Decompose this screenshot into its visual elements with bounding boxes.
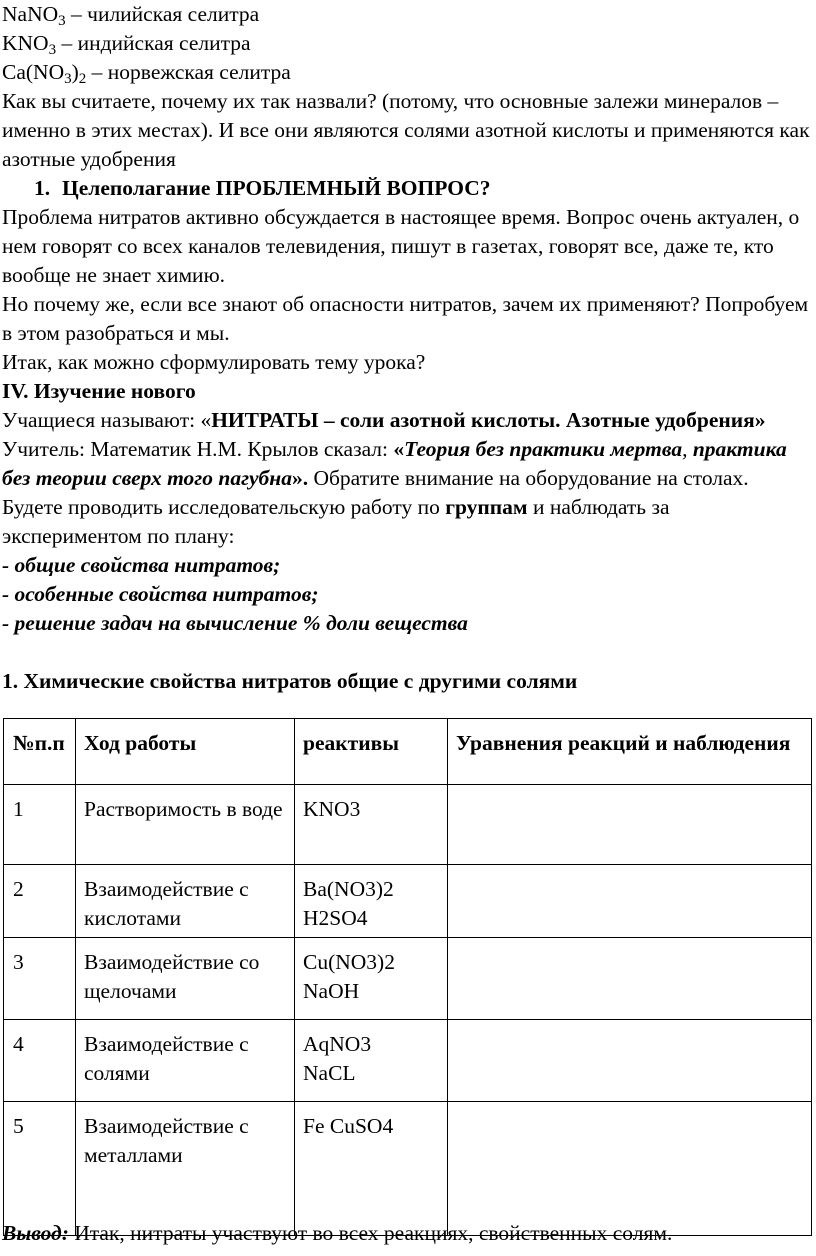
row-work: Растворимость в воде <box>76 785 295 865</box>
row-num: 1 <box>4 785 76 865</box>
goal-heading: 1. Целеполагание ПРОБЛЕМНЫЙ ВОПРОС? <box>34 176 491 200</box>
section-heading-4: IV. Изучение нового <box>2 379 196 403</box>
properties-table <box>3 718 812 1236</box>
row-num: 5 <box>4 1102 76 1236</box>
row-num: 2 <box>4 865 76 938</box>
problem-paragraph-2: Но почему же, если все знают об опасности нитратов, зачем их применяют? Попробуем в этом разобраться и мы. <box>2 292 809 345</box>
row-equations <box>448 1102 812 1236</box>
row-work: Взаимодействие с солями <box>76 1020 295 1102</box>
intro-paragraph: Как вы считаете, почему их так назвали? (потому, что основные залежи минералов – именно в этих местах). И все они являются солями азотной кислоты и применяются как азотные удобрения <box>2 89 810 171</box>
table-row <box>4 865 812 938</box>
row-num: 4 <box>4 1020 76 1102</box>
formula-line-ca-no3-2: $Ca(NO_3)_2$ – норвежская селитра <box>2 60 291 87</box>
conclusion-paragraph: Вывод: Итак, нитраты участвуют во всех реакциях, свойственных солям. <box>2 1221 673 1245</box>
table-row <box>4 1102 812 1236</box>
row-equations <box>448 1020 812 1102</box>
row-reagents: Ba(NO3)2 H2SO4 <box>295 865 448 938</box>
header-reagents: реактивы <box>295 719 448 785</box>
header-work: Ход работы <box>76 719 295 785</box>
plan-item: - особенные свойства нитратов; <box>2 582 319 606</box>
row-reagents: Cu(NO3)2 NaOH <box>295 938 448 1020</box>
problem-paragraph-3: Итак, как можно сформулировать тему урока? <box>2 350 426 374</box>
formula-line-nano3: NaNO$_3$ – чилийская селитра <box>2 2 260 29</box>
problem-paragraph-1: Проблема нитратов активно обсуждается в настоящее время. Вопрос очень актуален, о нем говорят со всех каналов телевидения, пишут в газетах, говорят все, даже те, кто вообще не знает химию. <box>2 205 800 287</box>
table-row <box>4 1020 812 1102</box>
formula-line-kno3: $KNO_3$ – индийская селитра <box>2 31 251 58</box>
row-num: 3 <box>4 938 76 1020</box>
row-reagents: AqNO3 NaCL <box>295 1020 448 1102</box>
table-row <box>4 938 812 1020</box>
table-row <box>4 785 812 865</box>
header-equations: Уравнения реакций и наблюдения <box>448 719 812 785</box>
row-equations <box>448 938 812 1020</box>
table-title: 1. Химические свойства нитратов общие с другими солями <box>2 669 578 693</box>
plan-item: - решение задач на вычисление % доли вещества <box>2 611 468 635</box>
teacher-paragraph: Учитель: Математик Н.М. Крылов сказал: «Теория без практики мертва, практика без теории сверх того пагубна». Обратите внимание на оборудование на столах. Будете проводить исследовательскую работу по группам и наблюдать за экспериментом по плану: <box>2 437 787 548</box>
header-num: №п.п <box>4 719 76 785</box>
plan-item: - общие свойства нитратов; <box>2 553 281 577</box>
row-work: Взаимодействие с металлами <box>76 1102 295 1236</box>
text-block <box>2 0 814 696</box>
row-reagents: KNO3 <box>295 785 448 865</box>
row-equations <box>448 865 812 938</box>
row-equations <box>448 785 812 865</box>
students-paragraph: Учащиеся называют: «НИТРАТЫ – соли азотной кислоты. Азотные удобрения» <box>2 408 766 432</box>
row-work: Взаимодействие со щелочами <box>76 938 295 1020</box>
row-reagents: Fe CuSO4 <box>295 1102 448 1236</box>
row-work: Взаимодействие с кислотами <box>76 865 295 938</box>
table-header-row <box>4 719 812 785</box>
